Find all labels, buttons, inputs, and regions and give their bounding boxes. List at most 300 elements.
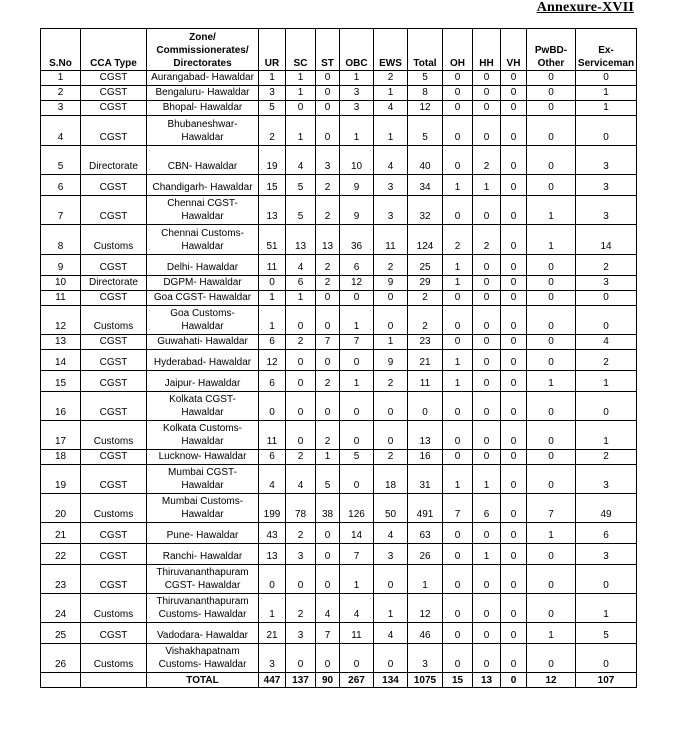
cell-pwbd-other: 1	[527, 196, 576, 225]
cell-st: 0	[316, 101, 340, 116]
cell-total: 34	[408, 175, 443, 196]
cell-ews: 9	[374, 276, 408, 291]
cell-cca-type: CGST	[81, 623, 147, 644]
cell-ews: 0	[374, 291, 408, 306]
cell-oh: 0	[443, 450, 473, 465]
header-hh: HH	[473, 29, 501, 71]
cell-hh: 0	[473, 565, 501, 594]
cell-sc: 1	[286, 291, 316, 306]
cell-total: 12	[408, 594, 443, 623]
table-row	[41, 544, 637, 565]
cell-hh: 0	[473, 450, 501, 465]
cell-sno: 11	[41, 291, 81, 306]
cell-cca-type: CGST	[81, 291, 147, 306]
cell-pwbd-other: 0	[527, 544, 576, 565]
cell-obc: 9	[340, 175, 374, 196]
cell-oh: 0	[443, 421, 473, 450]
cell-total: 8	[408, 86, 443, 101]
cell-obc: 14	[340, 523, 374, 544]
table-row	[41, 175, 637, 196]
cell-ur: 1	[259, 291, 286, 306]
cell-pwbd-other: 0	[527, 421, 576, 450]
cell-sc: 2	[286, 594, 316, 623]
table-row	[41, 306, 637, 335]
cell-total: 5	[408, 116, 443, 146]
cell-sc: 5	[286, 196, 316, 225]
header-st: ST	[316, 29, 340, 71]
cell-oh: 0	[443, 565, 473, 594]
cell-pwbd-other: 0	[527, 255, 576, 276]
cell-st: 0	[316, 644, 340, 673]
cell-hh: 6	[473, 494, 501, 523]
cell-ur: 19	[259, 146, 286, 175]
cell-sno: 23	[41, 565, 81, 594]
cell-cca-type: Customs	[81, 494, 147, 523]
cell-zone: Kolkata CGST- Hawaldar	[147, 392, 259, 421]
cell-ex-serviceman: 0	[576, 644, 637, 673]
cell-cca-type: Customs	[81, 306, 147, 335]
cell-sno: 26	[41, 644, 81, 673]
cell-ews: 4	[374, 623, 408, 644]
cell-zone: CBN- Hawaldar	[147, 146, 259, 175]
cell-cca-type: CGST	[81, 101, 147, 116]
cell-total: 0	[408, 392, 443, 421]
cell-cca-type: CGST	[81, 86, 147, 101]
cell-ex-serviceman: 0	[576, 392, 637, 421]
cell-zone: Mumbai CGST- Hawaldar	[147, 465, 259, 494]
cell-ews: 0	[374, 644, 408, 673]
cell-ur: 0	[259, 565, 286, 594]
cell-vh: 0	[501, 371, 527, 392]
cell-ur: 6	[259, 450, 286, 465]
header-total: Total	[408, 29, 443, 71]
total-row	[41, 673, 637, 688]
cell-ex-serviceman: 49	[576, 494, 637, 523]
cell-zone: Chennai Customs- Hawaldar	[147, 225, 259, 255]
cell-total: 13	[408, 421, 443, 450]
cell-total: 2	[408, 291, 443, 306]
header-ex-serviceman: Ex-Serviceman	[576, 29, 637, 71]
cell-st: 2	[316, 421, 340, 450]
cell-st: 7	[316, 623, 340, 644]
cell-ews: 0	[374, 392, 408, 421]
cell-oh: 1	[443, 276, 473, 291]
cell-cca-type: Customs	[81, 644, 147, 673]
cell-sno: 19	[41, 465, 81, 494]
cell-pwbd-other: 0	[527, 465, 576, 494]
cell-vh: 0	[501, 494, 527, 523]
cell-ews: 4	[374, 146, 408, 175]
cell-cca-type: CGST	[81, 335, 147, 350]
cell-ex-serviceman: 5	[576, 623, 637, 644]
cell-pwbd-other: 0	[527, 335, 576, 350]
cell-sc: 2	[286, 523, 316, 544]
cell-pwbd-other: 1	[527, 523, 576, 544]
cell-zone: Chandigarh- Hawaldar	[147, 175, 259, 196]
cell-cca-type: CGST	[81, 371, 147, 392]
cell-oh: 0	[443, 306, 473, 335]
cell-st: 0	[316, 565, 340, 594]
cell-hh: 0	[473, 350, 501, 371]
cell-obc: 7	[340, 335, 374, 350]
cell-st: 3	[316, 146, 340, 175]
cell-obc: 12	[340, 276, 374, 291]
cell-sno: 21	[41, 523, 81, 544]
cell-st: 4	[316, 594, 340, 623]
cell-ews: 18	[374, 465, 408, 494]
cell-oh: 0	[443, 392, 473, 421]
cell-pwbd-other: 1	[527, 225, 576, 255]
cell-ex-serviceman: 1	[576, 421, 637, 450]
total-total: 1075	[408, 673, 443, 688]
cell-zone: Guwahati- Hawaldar	[147, 335, 259, 350]
table-row	[41, 146, 637, 175]
cell-zone: Goa Customs- Hawaldar	[147, 306, 259, 335]
cell-ews: 3	[374, 175, 408, 196]
cell-ur: 3	[259, 86, 286, 101]
total-hh: 13	[473, 673, 501, 688]
cell-zone: Jaipur- Hawaldar	[147, 371, 259, 392]
cell-st: 0	[316, 392, 340, 421]
cell-ews: 50	[374, 494, 408, 523]
cell-hh: 0	[473, 255, 501, 276]
cell-oh: 0	[443, 116, 473, 146]
cell-vh: 0	[501, 255, 527, 276]
cell-st: 7	[316, 335, 340, 350]
cell-hh: 0	[473, 644, 501, 673]
cell-oh: 0	[443, 291, 473, 306]
cell-vh: 0	[501, 116, 527, 146]
cell-ur: 12	[259, 350, 286, 371]
header-oh: OH	[443, 29, 473, 71]
cell-vh: 0	[501, 175, 527, 196]
table-row	[41, 565, 637, 594]
cell-hh: 0	[473, 335, 501, 350]
cell-oh: 0	[443, 196, 473, 225]
table-row	[41, 71, 637, 86]
cell-obc: 1	[340, 71, 374, 86]
cell-cca-type: CGST	[81, 116, 147, 146]
cell-pwbd-other: 0	[527, 565, 576, 594]
cell-sno: 22	[41, 544, 81, 565]
cell-ex-serviceman: 0	[576, 116, 637, 146]
cell-obc: 6	[340, 255, 374, 276]
cell-total: 31	[408, 465, 443, 494]
total-obc: 267	[340, 673, 374, 688]
cell-pwbd-other: 0	[527, 276, 576, 291]
cell-vh: 0	[501, 225, 527, 255]
cell-total: 124	[408, 225, 443, 255]
cell-ur: 0	[259, 392, 286, 421]
cell-hh: 0	[473, 594, 501, 623]
cell-vh: 0	[501, 565, 527, 594]
cell-sc: 4	[286, 146, 316, 175]
cell-obc: 5	[340, 450, 374, 465]
cell-total: 29	[408, 276, 443, 291]
cell-oh: 0	[443, 594, 473, 623]
cell-st: 0	[316, 116, 340, 146]
cell-hh: 0	[473, 523, 501, 544]
cell-hh: 0	[473, 623, 501, 644]
cell-obc: 11	[340, 623, 374, 644]
cell-ur: 43	[259, 523, 286, 544]
cell-cca-type: CGST	[81, 350, 147, 371]
cell-vh: 0	[501, 450, 527, 465]
cell-sno: 8	[41, 225, 81, 255]
cell-zone: Thiruvananthapuram CGST- Hawaldar	[147, 565, 259, 594]
cell-sc: 0	[286, 306, 316, 335]
cell-pwbd-other: 0	[527, 86, 576, 101]
header-zone: Zone/ Commissionerates/ Directorates	[147, 29, 259, 71]
cell-obc: 0	[340, 421, 374, 450]
cell-sc: 0	[286, 565, 316, 594]
cell-vh: 0	[501, 644, 527, 673]
cell-sno: 10	[41, 276, 81, 291]
cell-zone: Lucknow- Hawaldar	[147, 450, 259, 465]
cell-sc: 3	[286, 623, 316, 644]
cell-oh: 2	[443, 225, 473, 255]
cell-oh: 1	[443, 175, 473, 196]
cell-hh: 1	[473, 175, 501, 196]
cell-oh: 0	[443, 335, 473, 350]
cell-vh: 0	[501, 306, 527, 335]
cell-total: 32	[408, 196, 443, 225]
cell-pwbd-other: 1	[527, 623, 576, 644]
cell-st: 2	[316, 371, 340, 392]
cell-zone: Kolkata Customs- Hawaldar	[147, 421, 259, 450]
cell-sno: 24	[41, 594, 81, 623]
cell-sc: 0	[286, 101, 316, 116]
cell-pwbd-other: 0	[527, 350, 576, 371]
cell-sc: 4	[286, 255, 316, 276]
cell-sc: 3	[286, 544, 316, 565]
cell-zone: Mumbai Customs- Hawaldar	[147, 494, 259, 523]
cell-obc: 10	[340, 146, 374, 175]
table-row	[41, 465, 637, 494]
cell-ex-serviceman: 3	[576, 544, 637, 565]
cell-ur: 51	[259, 225, 286, 255]
cell-sno: 17	[41, 421, 81, 450]
cell-vh: 0	[501, 465, 527, 494]
cell-oh: 0	[443, 101, 473, 116]
cell-obc: 1	[340, 565, 374, 594]
cell-total: 21	[408, 350, 443, 371]
cell-ur: 1	[259, 594, 286, 623]
cell-zone: Chennai CGST- Hawaldar	[147, 196, 259, 225]
cell-st: 0	[316, 86, 340, 101]
cell-ex-serviceman: 1	[576, 101, 637, 116]
table-row	[41, 291, 637, 306]
cell-vh: 0	[501, 523, 527, 544]
cell-total: 2	[408, 306, 443, 335]
cell-vh: 0	[501, 544, 527, 565]
cell-cca-type: CGST	[81, 565, 147, 594]
cell-pwbd-other: 0	[527, 450, 576, 465]
cell-pwbd-other: 0	[527, 392, 576, 421]
cell-ews: 1	[374, 86, 408, 101]
cell-sno: 14	[41, 350, 81, 371]
cell-oh: 0	[443, 544, 473, 565]
cell-ur: 5	[259, 101, 286, 116]
cell-hh: 0	[473, 306, 501, 335]
cell-vh: 0	[501, 196, 527, 225]
header-obc: OBC	[340, 29, 374, 71]
cell-sc: 0	[286, 421, 316, 450]
cell-ur: 0	[259, 276, 286, 291]
cell-sc: 1	[286, 116, 316, 146]
cell-ex-serviceman: 0	[576, 306, 637, 335]
cell-total: 1	[408, 565, 443, 594]
total-sno-cell	[41, 673, 81, 688]
cell-obc: 126	[340, 494, 374, 523]
cell-cca-type: Directorate	[81, 146, 147, 175]
cell-total: 11	[408, 371, 443, 392]
table-row	[41, 371, 637, 392]
cell-vh: 0	[501, 623, 527, 644]
cell-zone: Bhubaneshwar- Hawaldar	[147, 116, 259, 146]
cell-vh: 0	[501, 71, 527, 86]
cell-total: 26	[408, 544, 443, 565]
table-row	[41, 494, 637, 523]
cell-pwbd-other: 0	[527, 175, 576, 196]
table-row	[41, 225, 637, 255]
cell-pwbd-other: 0	[527, 306, 576, 335]
cell-sno: 4	[41, 116, 81, 146]
cell-ews: 4	[374, 523, 408, 544]
cell-ur: 1	[259, 71, 286, 86]
total-sc: 137	[286, 673, 316, 688]
cell-hh: 1	[473, 465, 501, 494]
table-row	[41, 116, 637, 146]
cell-ex-serviceman: 3	[576, 465, 637, 494]
cell-ex-serviceman: 3	[576, 175, 637, 196]
cell-ex-serviceman: 3	[576, 196, 637, 225]
annexure-title: Annexure-XVII	[536, 0, 634, 15]
cell-sno: 6	[41, 175, 81, 196]
cell-zone: Goa CGST- Hawaldar	[147, 291, 259, 306]
total-cca-cell	[81, 673, 147, 688]
table-row	[41, 523, 637, 544]
cell-zone: Pune- Hawaldar	[147, 523, 259, 544]
cell-cca-type: CGST	[81, 465, 147, 494]
cell-ews: 0	[374, 565, 408, 594]
cell-oh: 0	[443, 71, 473, 86]
header-ews: EWS	[374, 29, 408, 71]
cell-cca-type: Customs	[81, 421, 147, 450]
cell-ex-serviceman: 1	[576, 371, 637, 392]
cell-zone: Thiruvananthapuram Customs- Hawaldar	[147, 594, 259, 623]
cell-vh: 0	[501, 392, 527, 421]
cell-cca-type: Customs	[81, 594, 147, 623]
cell-sc: 0	[286, 350, 316, 371]
cell-hh: 1	[473, 544, 501, 565]
cell-hh: 0	[473, 276, 501, 291]
cell-sno: 25	[41, 623, 81, 644]
header-sno: S.No	[41, 29, 81, 71]
cell-hh: 0	[473, 392, 501, 421]
cell-vh: 0	[501, 291, 527, 306]
cell-total: 3	[408, 644, 443, 673]
cell-sc: 78	[286, 494, 316, 523]
cell-sno: 12	[41, 306, 81, 335]
cell-ex-serviceman: 14	[576, 225, 637, 255]
cell-total: 12	[408, 101, 443, 116]
cell-sno: 5	[41, 146, 81, 175]
cell-ur: 1	[259, 306, 286, 335]
cell-ur: 11	[259, 421, 286, 450]
cell-pwbd-other: 1	[527, 371, 576, 392]
header-ur: UR	[259, 29, 286, 71]
total-ex-serviceman: 107	[576, 673, 637, 688]
cell-cca-type: CGST	[81, 392, 147, 421]
table-row	[41, 255, 637, 276]
cell-sc: 0	[286, 644, 316, 673]
table-row	[41, 276, 637, 291]
cell-obc: 1	[340, 306, 374, 335]
cell-sc: 2	[286, 450, 316, 465]
table-row	[41, 392, 637, 421]
cell-oh: 0	[443, 623, 473, 644]
cell-ex-serviceman: 0	[576, 565, 637, 594]
table-row	[41, 335, 637, 350]
cell-total: 46	[408, 623, 443, 644]
cell-obc: 0	[340, 392, 374, 421]
cell-st: 2	[316, 276, 340, 291]
cell-sno: 15	[41, 371, 81, 392]
cell-total: 491	[408, 494, 443, 523]
cell-ex-serviceman: 2	[576, 255, 637, 276]
cell-zone: Bengaluru- Hawaldar	[147, 86, 259, 101]
cell-ews: 1	[374, 594, 408, 623]
reservation-table	[40, 28, 637, 688]
cell-sno: 13	[41, 335, 81, 350]
cell-sc: 2	[286, 335, 316, 350]
cell-ur: 13	[259, 196, 286, 225]
cell-obc: 7	[340, 544, 374, 565]
cell-sno: 2	[41, 86, 81, 101]
cell-ews: 4	[374, 101, 408, 116]
cell-vh: 0	[501, 86, 527, 101]
cell-zone: Aurangabad- Hawaldar	[147, 71, 259, 86]
table-row	[41, 623, 637, 644]
cell-cca-type: CGST	[81, 450, 147, 465]
header-sc: SC	[286, 29, 316, 71]
cell-oh: 0	[443, 523, 473, 544]
cell-cca-type: CGST	[81, 175, 147, 196]
cell-cca-type: Customs	[81, 225, 147, 255]
cell-total: 23	[408, 335, 443, 350]
cell-st: 13	[316, 225, 340, 255]
cell-ews: 11	[374, 225, 408, 255]
cell-hh: 0	[473, 421, 501, 450]
cell-ews: 9	[374, 350, 408, 371]
table-row	[41, 421, 637, 450]
cell-ex-serviceman: 2	[576, 350, 637, 371]
cell-st: 2	[316, 255, 340, 276]
cell-vh: 0	[501, 421, 527, 450]
cell-ex-serviceman: 0	[576, 71, 637, 86]
cell-sno: 20	[41, 494, 81, 523]
cell-obc: 4	[340, 594, 374, 623]
cell-ews: 2	[374, 255, 408, 276]
table-row	[41, 350, 637, 371]
cell-cca-type: CGST	[81, 196, 147, 225]
cell-pwbd-other: 0	[527, 594, 576, 623]
cell-ur: 21	[259, 623, 286, 644]
cell-vh: 0	[501, 594, 527, 623]
cell-ews: 1	[374, 116, 408, 146]
cell-pwbd-other: 7	[527, 494, 576, 523]
